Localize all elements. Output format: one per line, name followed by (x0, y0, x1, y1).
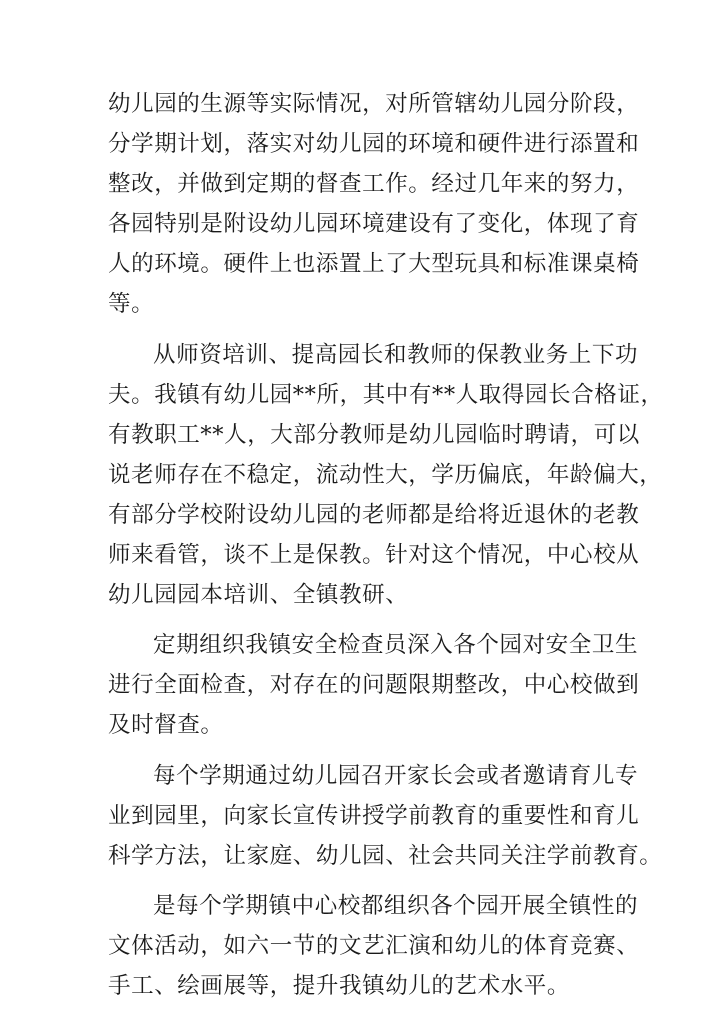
text-line: 手工、绘画展等，提升我镇幼儿的艺术水平。 (108, 973, 571, 999)
text-line: 进行全面检查，对存在的问题限期整改，中心校做到 (108, 672, 640, 698)
paragraph-first-line: 每个学期通过幼儿园召开家长会或者邀请育儿专 (153, 763, 639, 789)
text-line: 文体活动，如六一节的文艺汇演和幼儿的体育竞赛、 (108, 933, 640, 959)
text-line: 等。 (108, 291, 155, 317)
text-line: 及时督查。 (108, 712, 224, 738)
paragraph-first-line: 从师资培训、提高园长和教师的保教业务上下功 (153, 342, 639, 368)
text-line: 师来看管，谈不上是保教。针对这个情况，中心校从 (108, 542, 640, 568)
text-line: 说老师存在不稳定，流动性大，学历偏底，年龄偏大， (108, 462, 663, 488)
text-line: 人的环境。硬件上也添置上了大型玩具和标准课桌椅 (108, 251, 640, 277)
paragraph-first-line: 定期组织我镇安全检查员深入各个园对安全卫生 (153, 632, 639, 658)
text-line: 科学方法，让家庭、幼儿园、社会共同关注学前教育。 (108, 843, 663, 869)
text-line: 业到园里，向家长宣传讲授学前教育的重要性和育儿 (108, 803, 640, 829)
text-line: 夫。我镇有幼儿园**所，其中有**人取得园长合格证， (108, 382, 664, 408)
text-line: 整改，并做到定期的督查工作。经过几年来的努力， (108, 171, 640, 197)
paragraph-first-line: 是每个学期镇中心校都组织各个园开展全镇性的 (153, 893, 639, 919)
text-line: 分学期计划，落实对幼儿园的环境和硬件进行添置和 (108, 131, 640, 157)
text-line: 有部分学校附设幼儿园的老师都是给将近退休的老教 (108, 502, 640, 528)
text-line: 幼儿园的生源等实际情况，对所管辖幼儿园分阶段， (108, 91, 640, 117)
text-line: 有教职工**人，大部分教师是幼儿园临时聘请，可以 (108, 422, 640, 448)
text-line: 各园特别是附设幼儿园环境建设有了变化，体现了育 (108, 211, 640, 237)
text-line: 幼儿园园本培训、全镇教研、 (108, 582, 409, 608)
